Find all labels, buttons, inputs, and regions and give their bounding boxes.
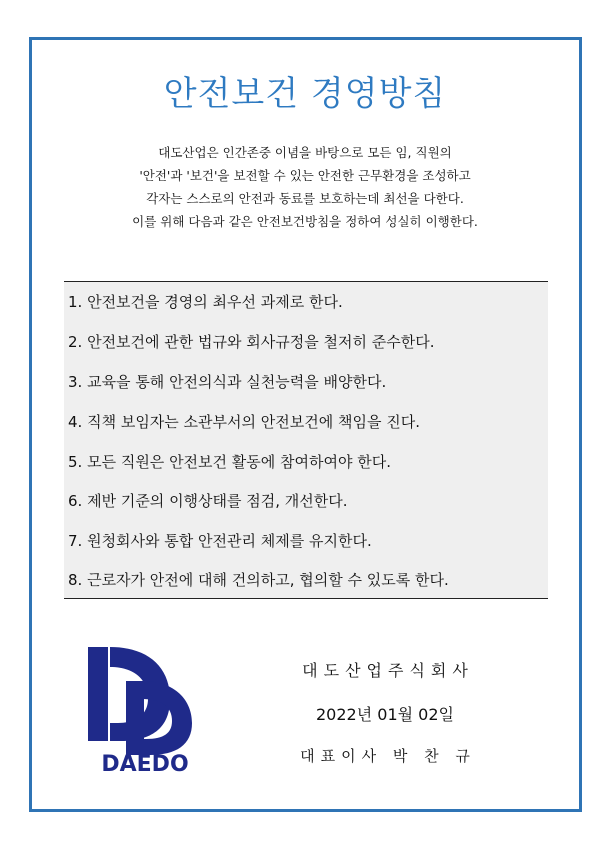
policy-item: 8. 근로자가 안전에 대해 건의하고, 협의할 수 있도록 한다. — [68, 571, 449, 589]
policy-item: 1. 안전보건을 경영의 최우선 과제로 한다. — [68, 293, 343, 311]
policy-item: 6. 제반 기준의 이행상태를 점검, 개선한다. — [68, 492, 348, 510]
policy-item: 7. 원청회사와 통합 안전관리 체제를 유지한다. — [68, 532, 372, 550]
intro-paragraph — [0, 142, 610, 234]
company-name: 대도산업주식회사 — [302, 661, 474, 680]
policy-item: 4. 직책 보임자는 소관부서의 안전보건에 책임을 진다. — [68, 413, 420, 431]
page-title: 안전보건 경영방침 — [163, 74, 447, 114]
signatory: 대표이사 박 찬 규 — [300, 747, 476, 765]
intro-line: 각자는 스스로의 안전과 동료를 보호하는데 최선을 다한다. — [146, 191, 464, 206]
company-logo — [80, 645, 210, 773]
dd-logo-icon — [80, 645, 210, 773]
intro-line: '안전'과 '보건'을 보전할 수 있는 안전한 근무환경을 조성하고 — [139, 168, 471, 183]
policy-item: 2. 안전보건에 관한 법규와 회사규정을 철저히 준수한다. — [68, 333, 435, 351]
policy-list — [64, 281, 548, 599]
policy-item: 3. 교육을 통해 안전의식과 실천능력을 배양한다. — [68, 373, 387, 391]
intro-line: 대도산업은 인간존중 이념을 바탕으로 모든 임, 직원의 — [158, 145, 452, 160]
document-date: 2022년 01월 02일 — [316, 705, 454, 724]
logo-wordmark: DAEDO — [101, 752, 189, 773]
policy-item: 5. 모든 직원은 안전보건 활동에 참여하여야 한다. — [68, 453, 391, 471]
intro-line: 이를 위해 다음과 같은 안전보건방침을 정하여 성실히 이행한다. — [132, 214, 478, 229]
